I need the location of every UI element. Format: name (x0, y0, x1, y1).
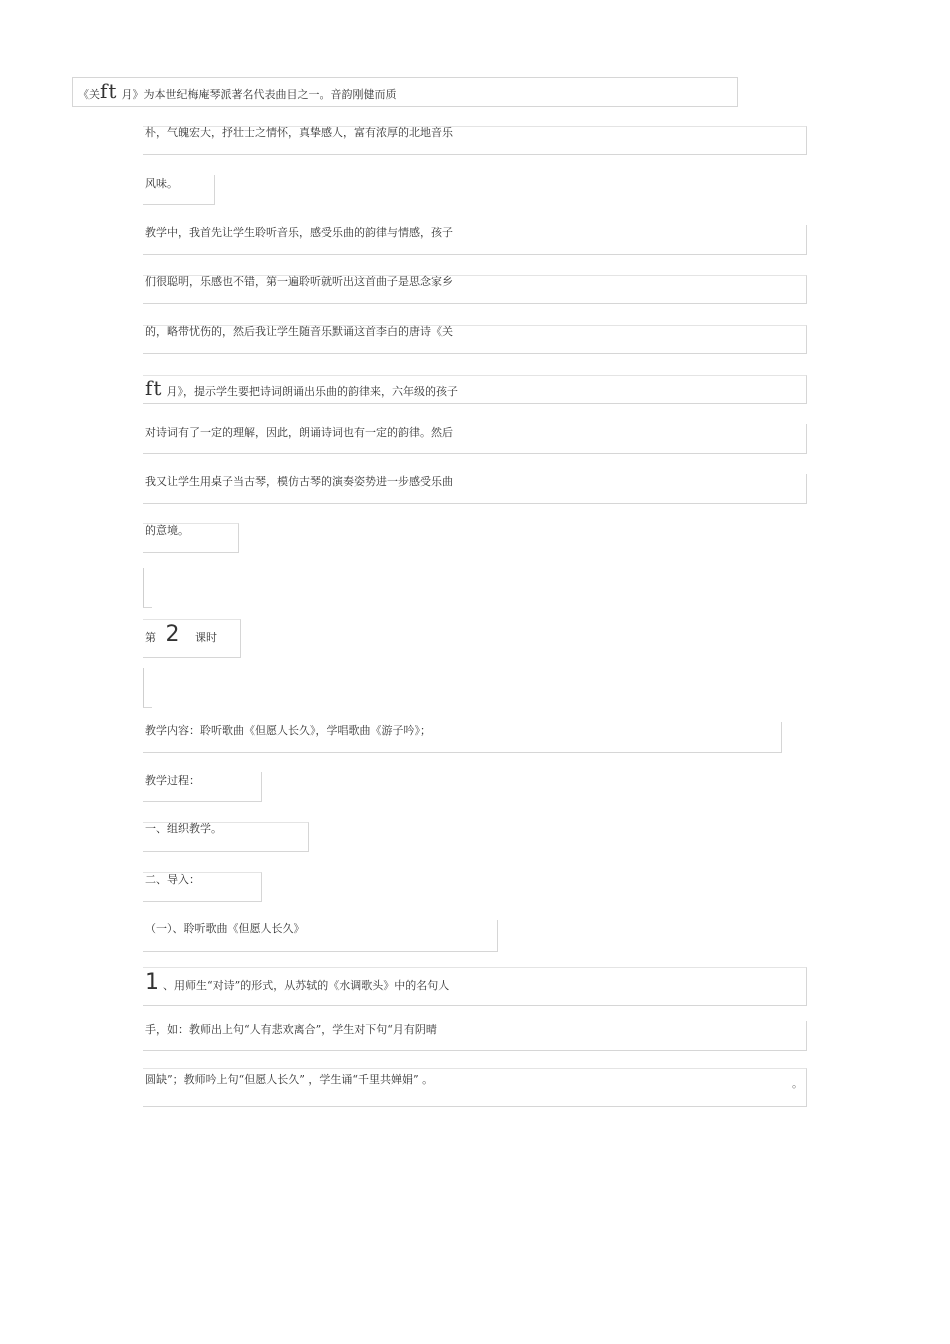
text-run: 月》，提示学生要把诗词朗诵出乐曲的韵律来，六年级的孩子 (166, 385, 458, 398)
paragraph-line (78, 79, 397, 103)
paragraph-line: 教学过程： (145, 774, 200, 787)
garbled-glyph: ft (145, 376, 163, 400)
text-run: 月》为本世纪梅庵琴派著名代表曲目之一。音韵刚健而质 (121, 88, 397, 101)
empty-frame (143, 568, 152, 608)
lesson-heading (145, 623, 217, 650)
paragraph-line: 教学中，我首先让学生聆听音乐，感受乐曲的韵律与情感，孩子 (145, 226, 453, 239)
lesson-suffix: 课时 (195, 631, 217, 644)
trailing-mark: 。 (792, 1077, 803, 1090)
paragraph-line: 的意境。 (145, 524, 189, 537)
paragraph-line: 圆缺”；教师吟上句“但愿人长久” ，学生诵“千里共婵娟” 。 (145, 1073, 434, 1086)
text-run: 《关 (78, 88, 100, 101)
paragraph-line: 们很聪明，乐感也不错，第一遍聆听就听出这首曲子是思念家乡 (145, 275, 453, 288)
paragraph-line: （一）、聆听歌曲《但愿人长久》 (145, 922, 305, 935)
empty-frame (143, 668, 152, 708)
paragraph-line: 二、导入： (145, 873, 200, 886)
paragraph-line (145, 971, 449, 998)
paragraph-line: 教学内容：聆听歌曲《但愿人长久》，学唱歌曲《游子吟》； (145, 724, 431, 737)
paragraph-line: 一、组织教学。 (145, 822, 222, 835)
paragraph-line: 我又让学生用桌子当古琴，模仿古琴的演奏姿势进一步感受乐曲 (145, 475, 453, 488)
lesson-prefix: 第 (145, 631, 156, 644)
paragraph-line: 手，如：教师出上句“人有悲欢离合”，学生对下句“月有阴晴 (145, 1023, 437, 1036)
paragraph-line: 的，略带忧伤的，然后我让学生随音乐默诵这首李白的唐诗《关 (145, 325, 453, 338)
paragraph-line (145, 376, 458, 400)
paragraph-line: 对诗词有了一定的理解，因此，朗诵诗词也有一定的韵律。然后 (145, 426, 453, 439)
item-number: 1 (145, 970, 159, 995)
garbled-glyph: ft (100, 79, 118, 103)
lesson-number: 2 (165, 622, 180, 647)
paragraph-line: 风味。 (145, 177, 178, 190)
paragraph-line: 朴，气魄宏大，抒壮士之情怀，真挚感人，富有浓厚的北地音乐 (145, 126, 453, 139)
text-run: 、用师生“对诗”的形式，从苏轼的《水调歌头》中的名句人 (163, 979, 450, 992)
